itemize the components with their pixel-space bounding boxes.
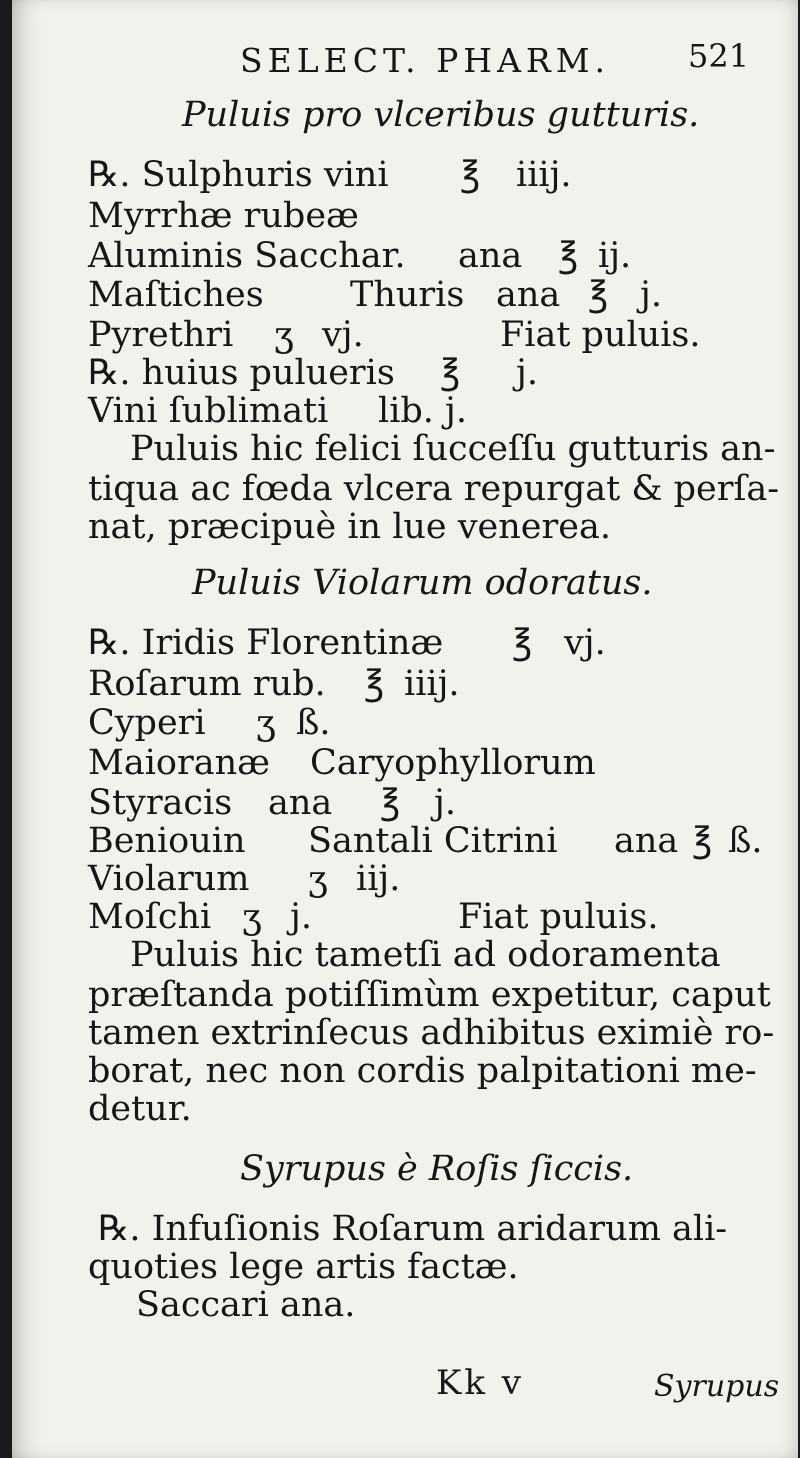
ingredient-name: Caryophyllorum — [310, 743, 596, 783]
ingredient-name: Myrrhæ rubeæ — [88, 196, 359, 236]
paragraph-line: borat, nec non cordis palpitationi me- — [88, 1051, 757, 1091]
ingredient-name: Violarum — [88, 859, 250, 899]
dose-symbol: ℥ — [460, 155, 481, 195]
paragraph-line: tiqua ac fœda vlcera repurgat & perſa- — [88, 469, 780, 509]
ingredient-name: Maſtiches — [88, 275, 264, 315]
dose-quantity: iij. — [356, 859, 401, 899]
ingredient-line — [88, 897, 659, 937]
ingredient-line — [88, 783, 456, 823]
ingredient-line — [88, 275, 662, 315]
ingredient-line: ℞. Infuſionis Roſarum aridarum ali- — [98, 1209, 728, 1249]
recipe-title-3: Syrupus è Roſis ſiccis. — [240, 1149, 634, 1189]
dose-symbol: ℥ — [512, 623, 533, 663]
ingredient-line — [88, 196, 359, 236]
ingredient-line — [88, 315, 701, 355]
dose-symbol: ℥ — [588, 275, 609, 315]
ingredient-line — [88, 703, 331, 743]
ingredient-line — [88, 236, 632, 276]
paragraph-line: Puluis hic felici ſucceſſu gutturis an- — [130, 429, 776, 469]
ana-word: ana — [268, 783, 333, 823]
dose-quantity: iiij. — [404, 664, 460, 704]
dose-symbol: ʒ — [256, 703, 276, 743]
paragraph-line: tamen extrinſecus adhibitus eximiè ro- — [88, 1013, 775, 1053]
dose-quantity: j. — [640, 275, 662, 315]
dose-quantity: ij. — [598, 236, 632, 276]
ingredient-line — [88, 859, 401, 899]
recipe-title-1: Puluis pro vlceribus gutturis. — [182, 95, 700, 135]
ingredient-line — [88, 391, 468, 431]
ingredient-name: Pyrethri — [88, 315, 234, 355]
ingredient-name: ℞. huius pulueris — [88, 353, 395, 393]
ingredient-line — [88, 743, 596, 783]
running-title: SELECT. PHARM. — [240, 41, 611, 80]
ingredient-name: Cyperi — [88, 703, 206, 743]
fiat-instruction: Fiat puluis. — [500, 315, 701, 355]
ingredient-name: Moſchi — [88, 897, 212, 937]
dose-quantity: vj. — [564, 623, 606, 663]
paragraph-line: præſtanda potiſſimùm expetitur, caput — [88, 975, 771, 1015]
dose-symbol: ʒ — [242, 897, 262, 937]
ingredient-name: Santali Citrini — [308, 821, 558, 861]
catchword: Syrupus — [654, 1369, 780, 1404]
dose-symbol: ℥ — [364, 664, 385, 704]
ingredient-line — [88, 664, 460, 704]
ingredient-name: Aluminis Sacchar. — [88, 236, 406, 276]
fiat-instruction: Fiat puluis. — [458, 897, 659, 937]
ingredient-line — [88, 821, 763, 861]
ana-word: ana — [496, 275, 561, 315]
ingredient-name: Beniouin — [88, 821, 246, 861]
ana-word: ana — [458, 236, 523, 276]
dose-quantity: j. — [290, 897, 312, 937]
book-page — [12, 0, 798, 1458]
signature-mark: Kk v — [436, 1363, 525, 1403]
ana-word: ana — [614, 821, 679, 861]
dose-quantity: vj. — [322, 315, 364, 355]
dose-quantity: lib. j. — [378, 391, 468, 431]
dose-quantity: ß. — [728, 821, 763, 861]
dose-symbol: ℥ — [440, 353, 461, 393]
ingredient-line — [88, 155, 572, 195]
ingredient-line — [88, 623, 606, 663]
page-number: 521 — [688, 37, 750, 75]
paragraph-line: detur. — [88, 1089, 192, 1129]
dose-symbol: ʒ — [274, 315, 294, 355]
dose-symbol: ʒ — [308, 859, 328, 899]
dose-quantity: j. — [434, 783, 456, 823]
recipe-title-2: Puluis Violarum odoratus. — [192, 563, 653, 603]
dose-symbol: ℥ — [558, 236, 579, 276]
paragraph-line: Puluis hic tametſi ad odoramenta — [130, 935, 721, 975]
ingredient-line: Saccari ana. — [136, 1285, 356, 1325]
ingredient-name: ℞. Sulphuris vini — [88, 155, 389, 195]
ingredient-name: Vini ſublimati — [88, 391, 329, 431]
dose-quantity: iiij. — [516, 155, 572, 195]
ingredient-line — [88, 353, 538, 393]
ingredient-name: Styracis — [88, 783, 233, 823]
ingredient-name: Thuris — [350, 275, 465, 315]
ingredient-name: ℞. Iridis Florentinæ — [88, 623, 444, 663]
ingredient-line: quoties lege artis factæ. — [88, 1247, 519, 1287]
ingredient-name: Roſarum rub. — [88, 664, 326, 704]
dose-quantity: ß. — [296, 703, 331, 743]
paragraph-line: nat, præcipuè in lue venerea. — [88, 507, 611, 547]
dose-symbol: ℥ — [380, 783, 401, 823]
dose-quantity: j. — [516, 353, 538, 393]
dose-symbol: ℥ — [692, 821, 713, 861]
ingredient-name: Maioranæ — [88, 743, 271, 783]
